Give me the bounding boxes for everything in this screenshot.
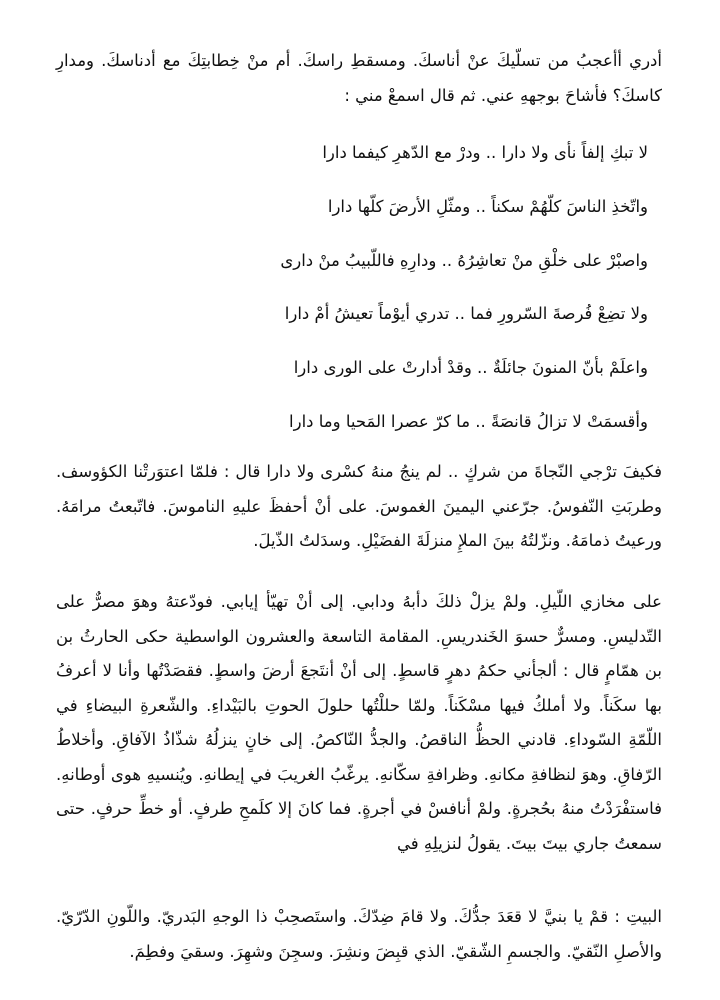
- poem-verse: ولا تضِعْ فُرصةَ السّرورِ فما .. تدري أيوْماً تعيشُ أمْ دارا: [284, 304, 648, 324]
- question-paragraph: فكيفَ ترْجي النّجاةَ من شركٍ .. لم ينجُ منهُ كسْرى ولا دارا قال : فلمّا اعتوَرتْنا الكؤوسف. وطربَتِ النّفوسُ. جرّعني اليمينَ الغموسَ. على أنْ أحفظَ عليهِ الناموسَ. فاتّبعتُ مرامَهُ. ورعيتُ ذمامَهُ. ونزّلتُهُ بينَ الملإِ منزلَةَ الفضَيْلِ. وسدَلتُ الذّيلَ.: [56, 462, 662, 550]
- journey-paragraph: على مخازي اللّيلِ. ولمْ يزلْ ذلكَ دأبهُ ودابي. إلى أنْ تهيّأ إيابي. فودّعتهُ وهوَ مصرٌّ على التّدليسِ. ومسرٌّ حسوَ الخَندريسِ. المقامة التاسعة والعشرون الواسطية حكى الحارثُ بن بن همّامٍ قال : ألجأني حكمُ دهرٍ قاسطٍ. إلى أنْ أنتَجعَ أرضَ واسطٍ. فقصَدْتُها وأنا لا أعرفُ بها سكَناً. ولا أملكُ فيها مسْكَناً. ولمّا حللْتُها حلولَ الحوتِ بالبَيْداءِ. والشّعرةِ البيضاءِ في اللّمّةِ السّوداءِ. قادني الحظُّ الناقصُ. والجدُّ النّاكصُ. إلى خانٍ ينزلُهُ شذّاذُ الآفاقِ. وأخلاطُ الرّفاقِ. وهوَ لنظافةِ مكانهِ. وظرافةِ سكّانهِ. يرغّبُ الغريبَ في إيطانهِ. ويُنسيهِ هوى أوطانهِ. فاستفْرَدْتُ منهُ بحُجرةٍ. ولمْ أنافسْ في أجرةٍ. فما كانَ إلا كلَمحِ طرفٍ. أو خطِّ حرفٍ. حتى سمعتُ جاري بيتَ بيتَ. يقولُ لنزيلِهِ في: [56, 592, 662, 853]
- poem-verses: [88, 136, 648, 459]
- intro-paragraph: أدري أأعجبُ من تسلّيكَ عنْ أناسكَ. ومسقطِ راسكَ. أم منْ خِطابتِكَ مع أدناسكَ. ومدارِ كاسكَ؟ فأشاحَ بوجههِ عني. ثم قال اسمعْ مني :: [56, 51, 662, 105]
- poem-verse: لا تبكِ إلفاً نأى ولا دارا .. ودرْ مع الدّهرِ كيفما دارا: [322, 143, 648, 162]
- poem-verse: واصبْرْ على خلْقِ منْ تعاشِرُهُ .. ودارِهِ فاللّبيبُ منْ دارى: [280, 250, 648, 270]
- poem-verse: واعلَمْ بأنّ المنونَ جائلَةٌ .. وقدْ أدارتْ على الورى دارا: [293, 358, 648, 378]
- closing-paragraph: البيتِ : قمْ يا بنيَّ لا قعَدَ جدُّكَ. ولا قامَ ضِدّكَ. واستَصحِبْ ذا الوجهِ البَدريّ. واللّونِ الدّرّيّ. والأصلِ النّقيّ. والجسمِ الشّقيّ. الذي قبِضَ ونشِرَ. وسجِنَ وشهِرَ. وسقيَ وفطِمَ.: [56, 907, 662, 961]
- poem-verse: واتّخذِ الناسَ كلّهُمْ سكناً .. ومثّلِ الأرضَ كلّها دارا: [327, 196, 648, 216]
- poem-verse: وأقسمَتْ لا تزالُ قانصَةً .. ما كرّ عصرا المَحيا وما دارا: [289, 411, 648, 431]
